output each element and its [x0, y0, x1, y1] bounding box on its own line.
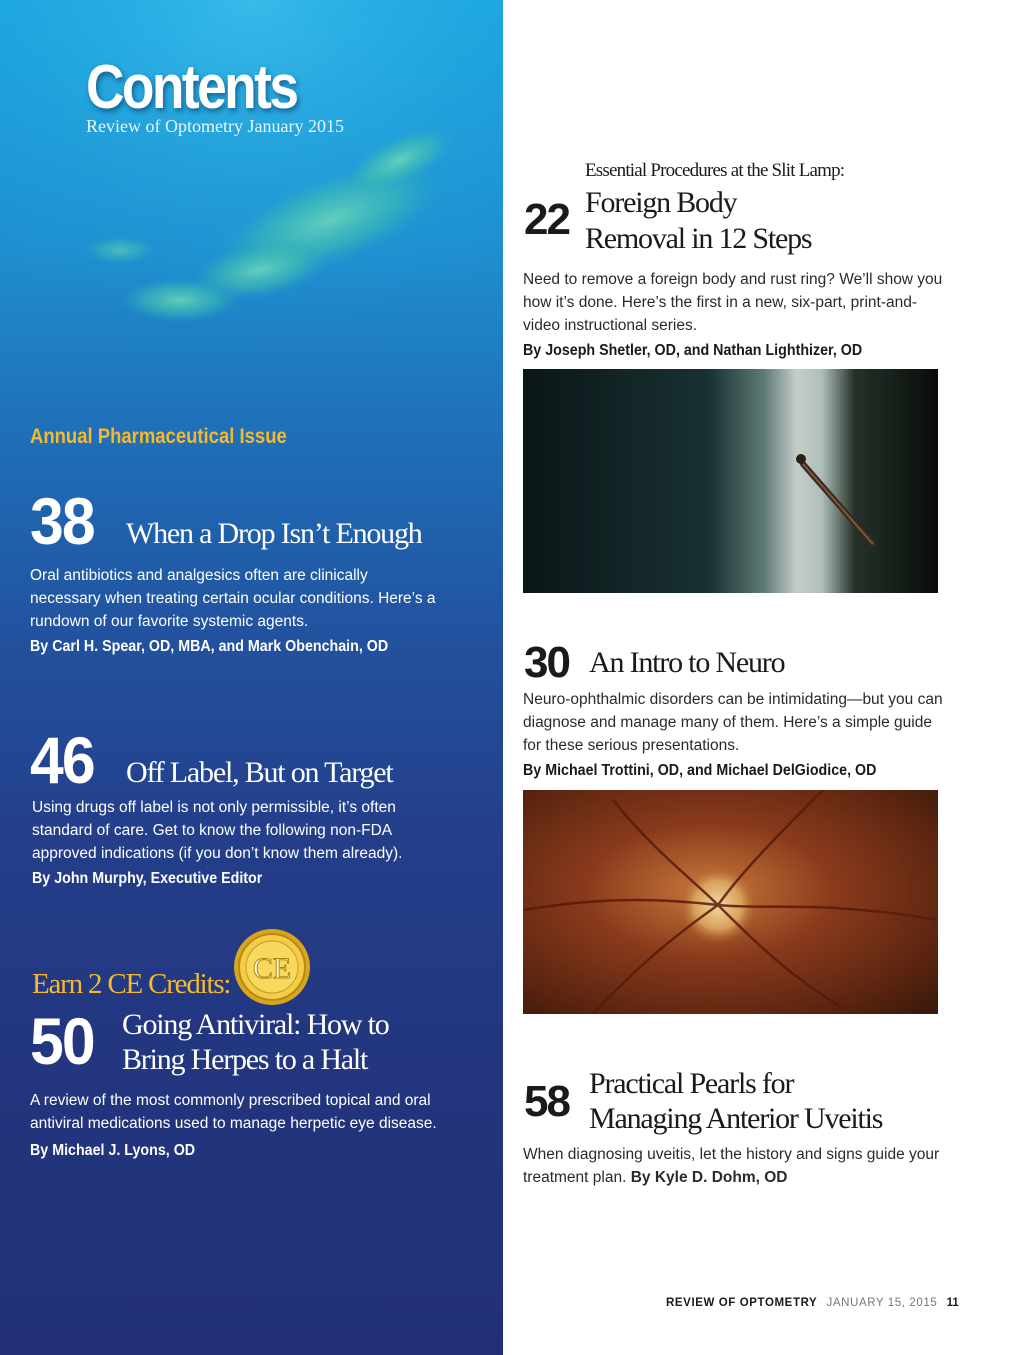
page-footer	[666, 1297, 959, 1309]
article-38-page-number: 38	[30, 484, 94, 558]
issue-subtitle: Review of Optometry January 2015	[86, 116, 344, 136]
article-30-byline: By Michael Trottini, OD, and Michael DelGiodice, OD	[523, 762, 877, 779]
article-58-page-number: 58	[524, 1077, 569, 1126]
article-30-page-number: 30	[524, 638, 569, 687]
article-30-headline[interactable]: An Intro to Neuro	[589, 646, 785, 679]
article-22-byline: By Joseph Shetler, OD, and Nathan Lighthizer, OD	[523, 342, 863, 359]
ce-badge-text: CE	[252, 952, 292, 985]
article-46-page-number: 46	[30, 723, 94, 797]
article-58-byline: By Kyle D. Dohm, OD	[630, 1169, 788, 1186]
ce-seal-icon	[233, 928, 311, 1006]
article-22-deck: Need to remove a foreign body and rust ring? We’ll show you how it’s done. Here’s the first in a new, six-part, print-and-video instructional series.	[523, 271, 943, 334]
article-50-deck: A review of the most commonly prescribed topical and oral antiviral medications used to manage herpetic eye disease.	[30, 1092, 437, 1132]
ce-credits-label: Earn 2 CE Credits:	[32, 968, 231, 1000]
article-30-deck: Neuro-ophthalmic disorders can be intimidating—but you can diagnose and manage many of them. Here’s a simple guide for these serious presentations.	[523, 691, 943, 754]
article-38-byline: By Carl H. Spear, OD, MBA, and Mark Obenchain, OD	[30, 638, 389, 655]
cover-panel	[0, 0, 503, 1355]
article-22-headline-line1[interactable]: Foreign Body	[585, 186, 737, 219]
article-46-headline[interactable]: Off Label, But on Target	[126, 756, 393, 789]
footer-page-number: 11	[946, 1297, 959, 1309]
footer-magazine: REVIEW OF OPTOMETRY	[666, 1297, 818, 1309]
page-title: Contents	[86, 53, 297, 122]
article-50-byline: By Michael J. Lyons, OD	[30, 1142, 196, 1159]
article-46-byline: By John Murphy, Executive Editor	[32, 870, 263, 887]
article-50-page-number: 50	[30, 1004, 94, 1078]
article-22-page-number: 22	[524, 195, 569, 244]
article-22-kicker: Essential Procedures at the Slit Lamp:	[585, 160, 845, 181]
article-58-headline-line2[interactable]: Managing Anterior Uveitis	[589, 1102, 883, 1135]
article-58-deck	[523, 1143, 943, 1189]
footer-date: JANUARY 15, 2015	[826, 1297, 938, 1309]
article-50-headline-line1[interactable]: Going Antiviral: How to	[122, 1008, 389, 1041]
article-58-headline-line1[interactable]: Practical Pearls for	[589, 1067, 794, 1100]
slit-lamp-photo	[523, 369, 938, 593]
article-50-headline-line2[interactable]: Bring Herpes to a Halt	[122, 1043, 368, 1076]
fundus-photo	[523, 790, 938, 1014]
article-38-headline[interactable]: When a Drop Isn’t Enough	[126, 517, 422, 550]
article-46-deck: Using drugs off label is not only permissible, it’s often standard of care. Get to know the following non-FDA approved indications (if you don’t know them already).	[32, 799, 403, 862]
article-38-deck: Oral antibiotics and analgesics often are clinically necessary when treating certain ocular conditions. Here’s a rundown of our favorite systemic agents.	[30, 567, 436, 630]
section-label: Annual Pharmaceutical Issue	[30, 425, 287, 448]
article-58-deck-text: When diagnosing uveitis, let the history and signs guide your treatment plan.	[523, 1146, 940, 1186]
article-22-headline-line2[interactable]: Removal in 12 Steps	[585, 222, 812, 255]
